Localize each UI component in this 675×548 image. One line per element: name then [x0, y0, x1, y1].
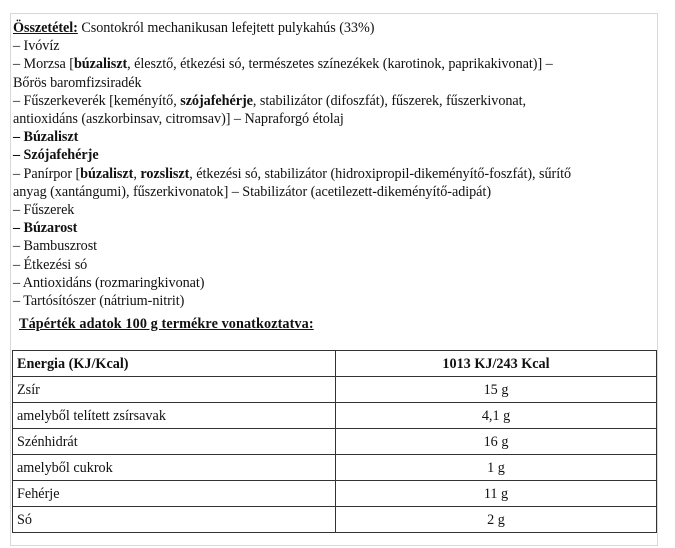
- ingredient-bamboo-fiber: – Bambuszrost: [13, 238, 98, 255]
- nutrient-name: amelyből cukrok: [13, 455, 336, 481]
- ingredient-antioxidant-oil: antioxidáns (aszkorbinsav, citromsav)] – Napraforgó étolaj: [13, 111, 344, 128]
- nutrient-value: 1 g: [336, 455, 657, 481]
- allergen-text: búzaliszt: [73, 56, 128, 73]
- ingredient-preservative: – Tartósítószer (nátrium-nitrit): [13, 293, 185, 310]
- ingredient-water: – Ivóvíz: [13, 38, 60, 55]
- ingredient-salt: – Étkezési só: [13, 256, 88, 273]
- table-row: [13, 403, 657, 429]
- ingredient-text: ,: [133, 165, 141, 182]
- allergen-text: búzaliszt: [80, 165, 134, 182]
- nutrient-name: amelyből telített zsírsavak: [13, 403, 336, 429]
- ingredient-spice-mix: [13, 92, 653, 110]
- ingredients-label: Összetétel:: [13, 20, 78, 36]
- nutrient-value: 1013 KJ/243 Kcal: [336, 351, 657, 377]
- ingredient-soy-protein: – Szójafehérje: [13, 147, 99, 164]
- nutrient-name: Zsír: [13, 377, 336, 403]
- ingredient-text: , étkezési só, stabilizátor (hidroxipropil-dikeményítő-foszfát), sűrítő: [189, 165, 572, 182]
- nutrient-value: 15 g: [336, 377, 657, 403]
- ingredient-poultry-fat: Bőrös baromfizsiradék: [13, 74, 142, 91]
- ingredient-breadcrumb: [13, 55, 653, 73]
- nutrient-value: 4,1 g: [336, 403, 657, 429]
- table-row: [13, 429, 657, 455]
- table-row: [13, 455, 657, 481]
- ingredient-spices: – Fűszerek: [13, 202, 75, 219]
- table-row: [13, 507, 657, 533]
- nutrition-table: [12, 350, 657, 533]
- ingredient-text: , stabilizátor (difoszfát), fűszerek, fűszerkivonat,: [252, 92, 527, 109]
- ingredient-text: – Panírpor [: [13, 165, 81, 182]
- nutrient-value: 11 g: [336, 481, 657, 507]
- allergen-text: rozsliszt: [140, 165, 190, 182]
- table-row: [13, 481, 657, 507]
- ingredient-wheat-flour: – Búzaliszt: [13, 129, 79, 146]
- allergen-text: szójafehérje: [180, 92, 253, 109]
- ingredients-intro: Csontokról mechanikusan lefejtett pulykahús (33%): [77, 20, 375, 36]
- nutrient-value: 2 g: [336, 507, 657, 533]
- table-row: [13, 351, 657, 377]
- table-row: [13, 377, 657, 403]
- nutrient-name: Energia (KJ/Kcal): [13, 351, 336, 377]
- ingredients-list: [13, 19, 653, 310]
- ingredient-breading: [13, 165, 653, 183]
- ingredient-rosemary: – Antioxidáns (rozmaringkivonat): [13, 274, 205, 291]
- nutrient-name: Fehérje: [13, 481, 336, 507]
- ingredients-line-1: [13, 19, 653, 37]
- nutrient-name: Só: [13, 507, 336, 533]
- ingredient-wheat-fiber: – Búzarost: [13, 220, 78, 237]
- ingredient-thickener-stabilizer: anyag (xantángumi), fűszerkivonatok] – Stabilizátor (acetilezett-dikeményítő-adipát): [13, 183, 491, 200]
- nutrition-title: Tápérték adatok 100 g termékre vonatkoztatva:: [19, 316, 314, 332]
- ingredient-text: – Morzsa [: [13, 56, 74, 73]
- nutrient-value: 16 g: [336, 429, 657, 455]
- ingredient-text: , élesztő, étkezési só, természetes színezékek (karotinok, paprikakivonat)] –: [127, 56, 553, 73]
- nutrient-name: Szénhidrát: [13, 429, 336, 455]
- ingredient-text: – Fűszerkeverék [keményítő,: [13, 92, 181, 109]
